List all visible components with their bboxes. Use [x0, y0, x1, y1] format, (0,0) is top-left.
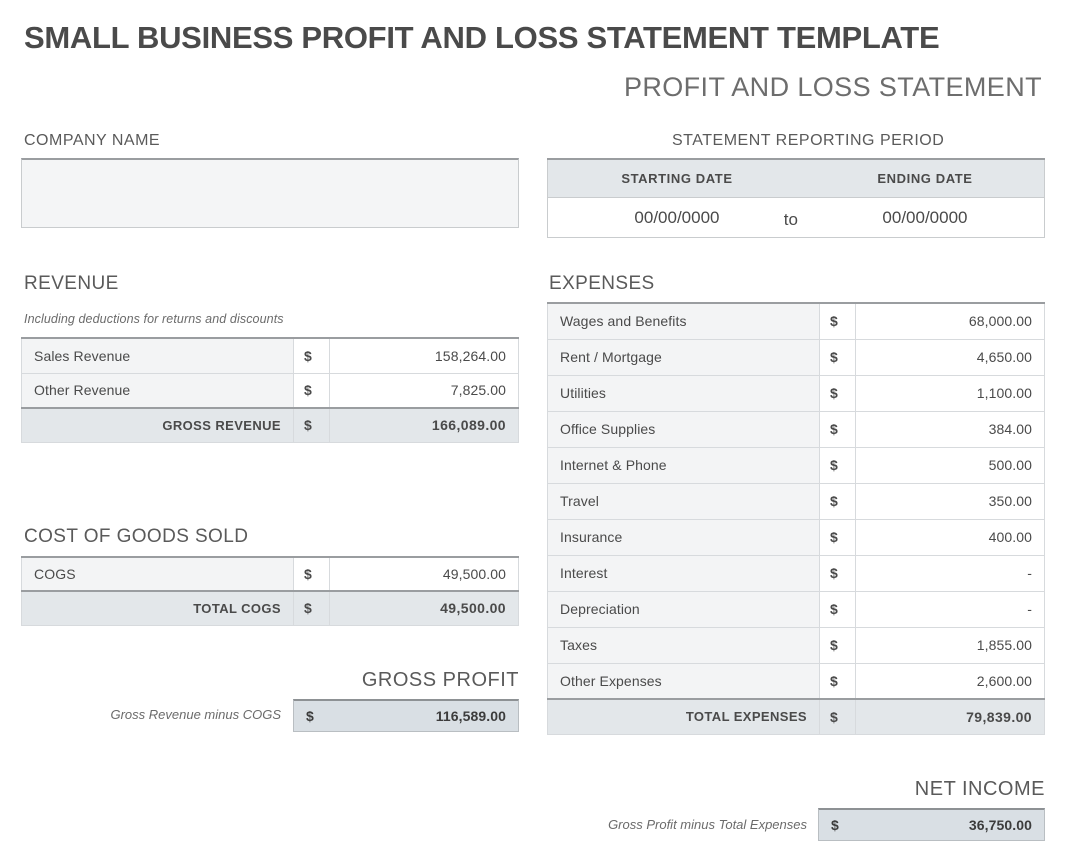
expense-row-amount[interactable]: 1,855.00 [856, 627, 1045, 663]
currency-symbol: $ [294, 373, 330, 408]
currency-symbol: $ [294, 408, 330, 442]
expense-row-amount[interactable]: 350.00 [856, 483, 1045, 519]
currency-symbol: $ [294, 338, 330, 373]
expense-row-label: Office Supplies [548, 411, 820, 447]
table-row[interactable] [548, 519, 1045, 555]
table-row[interactable] [22, 557, 519, 591]
expense-row-amount[interactable]: 4,650.00 [856, 339, 1045, 375]
table-row[interactable] [548, 339, 1045, 375]
gross-revenue-row [22, 408, 519, 442]
page-subtitle: PROFIT AND LOSS STATEMENT [623, 72, 1042, 102]
revenue-heading: REVENUE [24, 273, 119, 294]
total-expenses-row [548, 699, 1045, 734]
expense-row-amount[interactable]: 400.00 [856, 519, 1045, 555]
table-row[interactable] [548, 591, 1045, 627]
expense-row-label: Interest [548, 555, 820, 591]
currency-symbol: $ [831, 817, 839, 833]
expense-row-label: Taxes [548, 627, 820, 663]
total-cogs-label: TOTAL COGS [22, 591, 294, 625]
gross-revenue-amount: 166,089.00 [330, 408, 519, 442]
reporting-period-table [547, 158, 1045, 238]
gross-profit-amount: 116,589.00 [435, 708, 506, 724]
expense-row-amount[interactable]: - [856, 591, 1045, 627]
table-row[interactable] [548, 411, 1045, 447]
gross-profit-heading: GROSS PROFIT [361, 669, 519, 691]
company-name-input[interactable] [21, 158, 519, 228]
expense-row-amount[interactable]: 384.00 [856, 411, 1045, 447]
table-row[interactable] [548, 375, 1045, 411]
expense-row-amount[interactable]: 500.00 [856, 447, 1045, 483]
cogs-table [21, 556, 519, 626]
expense-row-label: Depreciation [548, 591, 820, 627]
table-row[interactable] [548, 555, 1045, 591]
reporting-period-header-row [548, 159, 1045, 198]
net-income-amount: 36,750.00 [968, 817, 1032, 833]
revenue-table [21, 337, 519, 443]
ending-date-value[interactable]: 00/00/0000 [806, 198, 1045, 238]
net-income-heading: NET INCOME [914, 778, 1045, 800]
currency-symbol: $ [294, 591, 330, 625]
currency-symbol: $ [820, 663, 856, 699]
expense-row-label: Rent / Mortgage [548, 339, 820, 375]
net-income-note: Gross Profit minus Total Expenses [608, 817, 807, 832]
date-range-separator: to [783, 210, 798, 229]
currency-symbol: $ [306, 708, 314, 724]
currency-symbol: $ [820, 483, 856, 519]
expense-row-label: Wages and Benefits [548, 303, 820, 339]
table-row[interactable] [548, 483, 1045, 519]
company-name-label: COMPANY NAME [24, 132, 161, 149]
total-expenses-amount: 79,839.00 [856, 699, 1045, 734]
total-expenses-label: TOTAL EXPENSES [548, 699, 820, 734]
currency-symbol: $ [820, 375, 856, 411]
currency-symbol: $ [820, 591, 856, 627]
table-row[interactable] [548, 303, 1045, 339]
currency-symbol: $ [820, 699, 856, 734]
total-cogs-row [22, 591, 519, 625]
table-row[interactable] [22, 338, 519, 373]
currency-symbol: $ [820, 627, 856, 663]
reporting-period-label: STATEMENT REPORTING PERIOD [672, 132, 945, 149]
expense-row-label: Travel [548, 483, 820, 519]
net-income-value-box [818, 808, 1045, 841]
expense-row-label: Internet & Phone [548, 447, 820, 483]
currency-symbol: $ [294, 557, 330, 591]
gross-revenue-label: GROSS REVENUE [22, 408, 294, 442]
currency-symbol: $ [820, 447, 856, 483]
page-title: SMALL BUSINESS PROFIT AND LOSS STATEMENT TEMPLATE [24, 20, 940, 55]
expense-row-amount[interactable]: 2,600.00 [856, 663, 1045, 699]
revenue-note: Including deductions for returns and discounts [24, 312, 284, 326]
gross-profit-note: Gross Revenue minus COGS [110, 707, 281, 722]
ending-date-header: ENDING DATE [806, 159, 1045, 198]
expense-row-label: Other Expenses [548, 663, 820, 699]
expense-row-amount[interactable]: 68,000.00 [856, 303, 1045, 339]
expense-row-amount[interactable]: 1,100.00 [856, 375, 1045, 411]
expense-row-label: Utilities [548, 375, 820, 411]
currency-symbol: $ [820, 555, 856, 591]
expenses-table [547, 302, 1045, 735]
cogs-row-amount[interactable]: 49,500.00 [330, 557, 519, 591]
currency-symbol: $ [820, 519, 856, 555]
revenue-row-amount[interactable]: 158,264.00 [330, 338, 519, 373]
currency-symbol: $ [820, 303, 856, 339]
revenue-row-label: Other Revenue [22, 373, 294, 408]
expense-row-amount[interactable]: - [856, 555, 1045, 591]
starting-date-header: STARTING DATE [548, 159, 806, 198]
currency-symbol: $ [820, 339, 856, 375]
revenue-row-label: Sales Revenue [22, 338, 294, 373]
table-row[interactable] [22, 373, 519, 408]
expense-row-label: Insurance [548, 519, 820, 555]
cogs-heading: COST OF GOODS SOLD [24, 526, 249, 547]
reporting-period-value-row [548, 198, 1045, 238]
revenue-row-amount[interactable]: 7,825.00 [330, 373, 519, 408]
table-row[interactable] [548, 663, 1045, 699]
expenses-heading: EXPENSES [549, 273, 655, 294]
total-cogs-amount: 49,500.00 [330, 591, 519, 625]
table-row[interactable] [548, 627, 1045, 663]
currency-symbol: $ [820, 411, 856, 447]
starting-date-value[interactable]: 00/00/0000 [634, 207, 720, 227]
gross-profit-value-box [293, 699, 519, 732]
cogs-row-label: COGS [22, 557, 294, 591]
table-row[interactable] [548, 447, 1045, 483]
